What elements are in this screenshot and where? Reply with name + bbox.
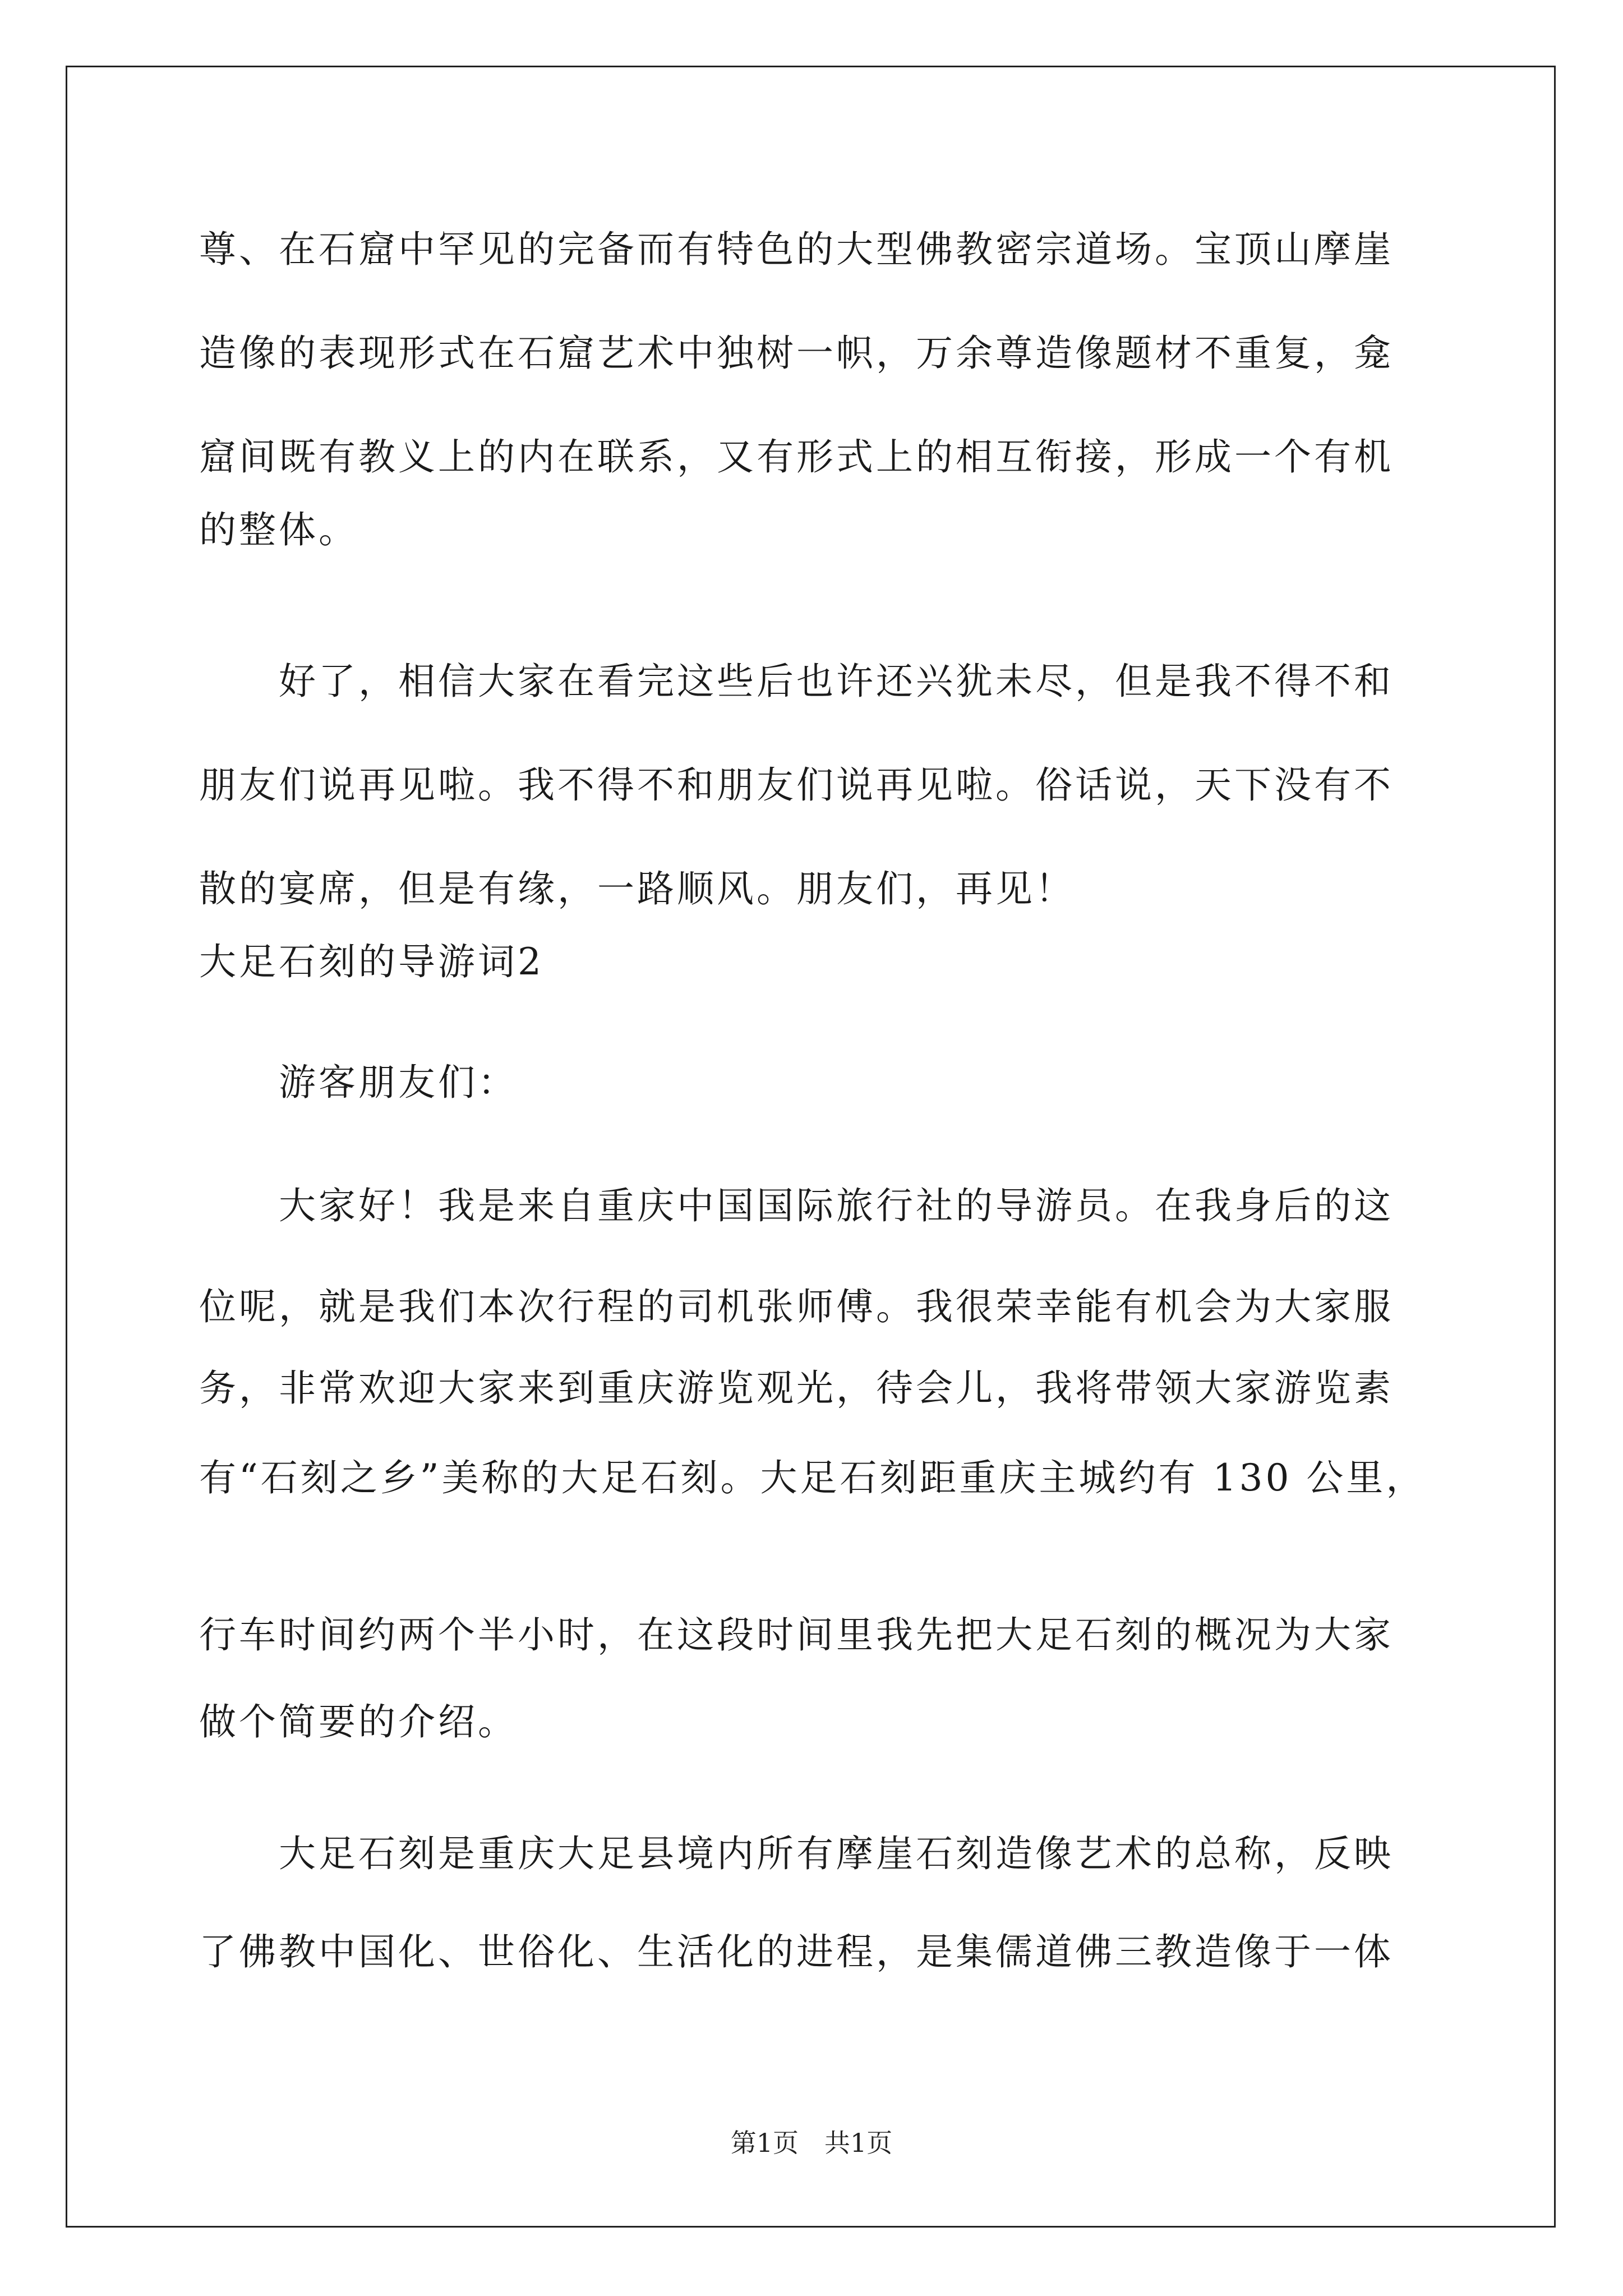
text-line: 尊、在石窟中罕见的完备而有特色的大型佛教密宗道场。宝顶山摩崖 xyxy=(199,228,1394,271)
section-heading: 大足石刻的导游词2 xyxy=(199,940,544,983)
text-line: 了佛教中国化、世俗化、生活化的进程，是集儒道佛三教造像于一体 xyxy=(199,1930,1394,1973)
text-line: 散的宴席，但是有缘，一路顺风。朋友们，再见！ xyxy=(199,867,1075,910)
text-line: 游客朋友们： xyxy=(199,1061,518,1104)
text-line: 做个简要的介绍。 xyxy=(199,1700,518,1743)
text-line: 行车时间约两个半小时，在这段时间里我先把大足石刻的概况为大家 xyxy=(199,1613,1394,1657)
page-number-footer: 第1页 共1页 xyxy=(730,2128,893,2158)
page-frame xyxy=(66,66,1556,2228)
text-line: 务，非常欢迎大家来到重庆游览观光，待会儿，我将带领大家游览素 xyxy=(199,1366,1394,1410)
text-line: 大足石刻是重庆大足县境内所有摩崖石刻造像艺术的总称，反映 xyxy=(199,1832,1394,1875)
text-line: 大家好！我是来自重庆中国国际旅行社的导游员。在我身后的这 xyxy=(199,1184,1394,1227)
text-line: 朋友们说再见啦。我不得不和朋友们说再见啦。俗话说，天下没有不 xyxy=(199,763,1394,807)
text-line: 窟间既有教义上的内在联系，又有形式上的相互衔接，形成一个有机 xyxy=(199,435,1394,478)
text-line: 位呢，就是我们本次行程的司机张师傅。我很荣幸能有机会为大家服 xyxy=(199,1285,1394,1328)
text-line: 的整体。 xyxy=(199,508,358,551)
text-line: 造像的表现形式在石窟艺术中独树一帜，万余尊造像题材不重复，龛 xyxy=(199,332,1394,375)
text-line: 好了，相信大家在看完这些后也许还兴犹未尽，但是我不得不和 xyxy=(199,660,1394,703)
text-line: 有“石刻之乡”美称的大足石刻。大足石刻距重庆主城约有 130 公里， xyxy=(199,1456,1426,1499)
